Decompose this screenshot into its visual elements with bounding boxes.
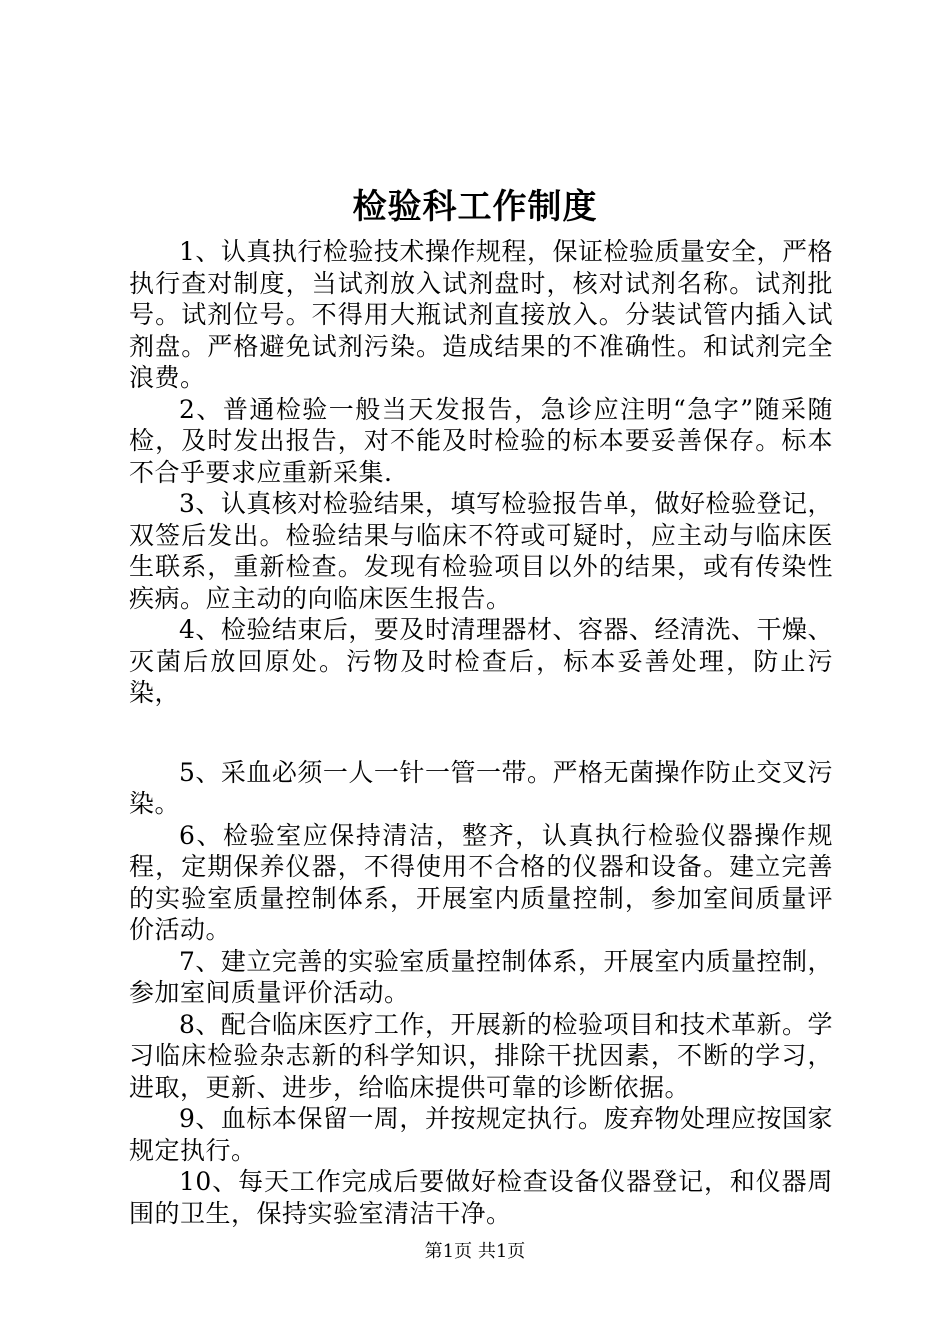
paragraph-1: 1、认真执行检验技术操作规程，保证检验质量安全，严格执行查对制度，当试剂放入试剂盘时，核对试剂名称。试剂批号。试剂位号。不得用大瓶试剂直接放入。分装试管内插入试剂盘。严格避免试剂污染。造成结果的不准确性。和试剂完全浪费。	[129, 237, 833, 392]
paragraph-2: 2、普通检验一般当天发报告，急诊应注明“急字”随采随检，及时发出报告，对不能及时检验的标本要妥善保存。标本不合乎要求应重新采集.	[129, 394, 833, 487]
paragraph-3: 3、认真核对检验结果，填写检验报告单，做好检验登记，双签后发出。检验结果与临床不符或可疑时，应主动与临床医生联系，重新检查。发现有检验项目以外的结果，或有传染性疾病。应主动的向临床医生报告。	[129, 489, 833, 613]
paragraph-4: 4、检验结束后，要及时清理器材、容器、经清洗、干燥、灭菌后放回原处。污物及时检查后，标本妥善处理，防止污染，	[129, 615, 833, 707]
paragraph-gap	[129, 709, 833, 757]
page-footer: 第1页 共1页	[424, 1241, 526, 1262]
paragraph-8: 8、配合临床医疗工作，开展新的检验项目和技术革新。学习临床检验杂志新的科学知识，排除干扰因素，不断的学习，进取，更新、进步，给临床提供可靠的诊断依据。	[129, 1009, 833, 1102]
paragraph-10: 10、每天工作完成后要做好检查设备仪器登记，和仪器周围的卫生，保持实验室清洁干净。	[129, 1167, 833, 1228]
paragraph-5: 5、采血必须一人一针一管一带。严格无菌操作防止交叉污染。	[129, 757, 833, 818]
paragraph-7: 7、建立完善的实验室质量控制体系，开展室内质量控制，参加室间质量评价活动。	[129, 946, 833, 1007]
document-title: 检验科工作制度	[352, 187, 598, 227]
paragraph-9: 9、血标本保留一周，并按规定执行。废弃物处理应按国家规定执行。	[129, 1104, 833, 1165]
document-body	[129, 236, 833, 1229]
paragraph-6: 6、检验室应保持清洁，整齐，认真执行检验仪器操作规程，定期保养仪器，不得使用不合格的仪器和设备。建立完善的实验室质量控制体系，开展室内质量控制，参加室间质量评价活动。	[129, 820, 833, 944]
